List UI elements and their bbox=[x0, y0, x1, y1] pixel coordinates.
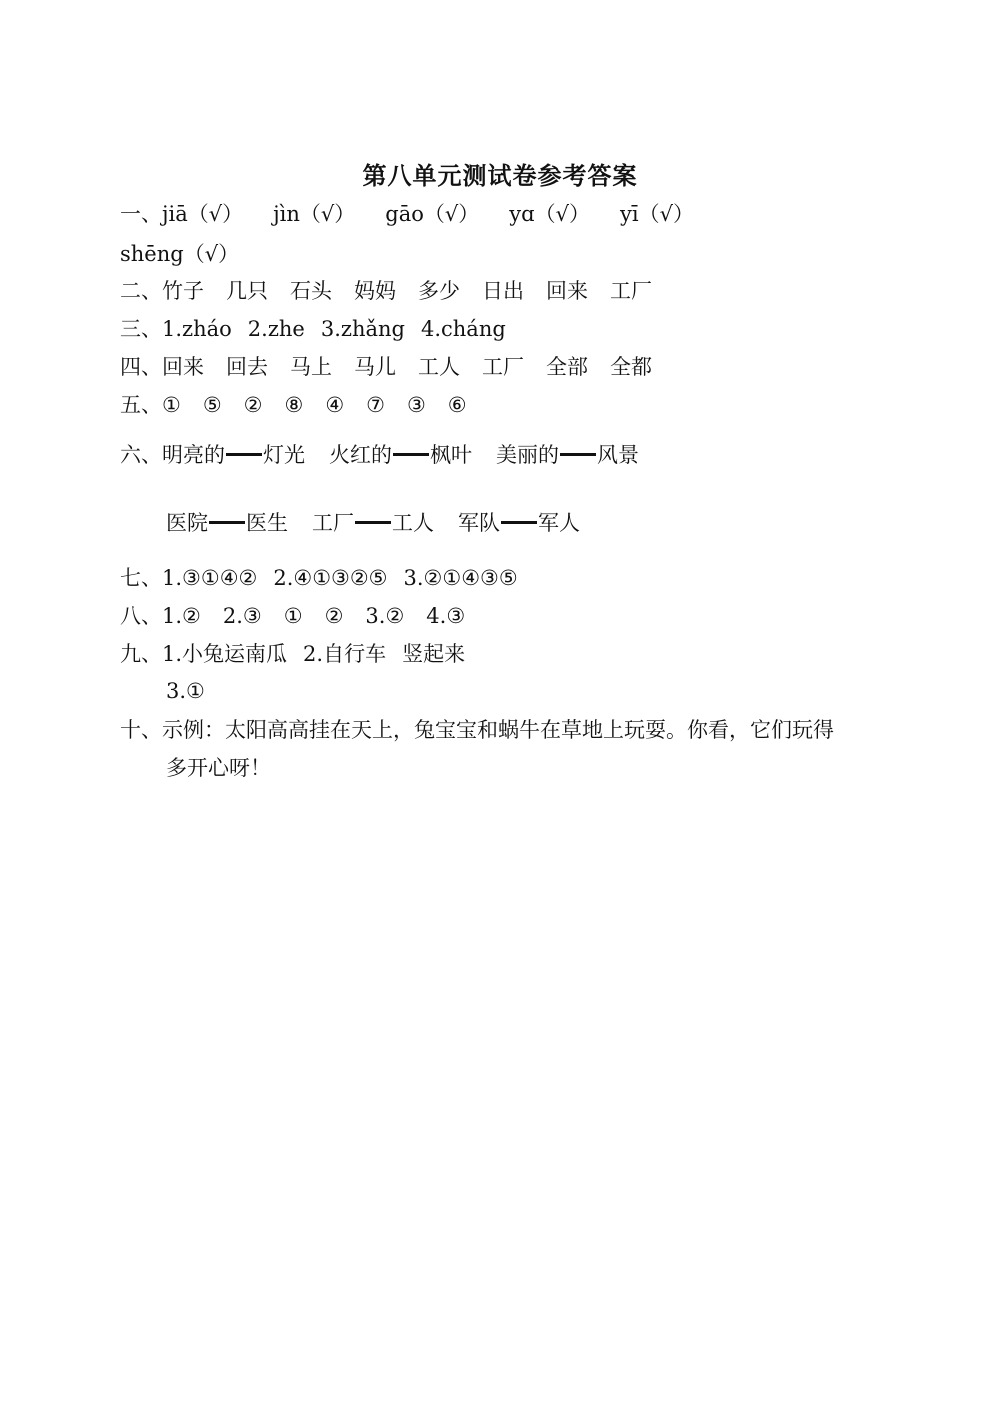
answer-item: ⑦ bbox=[366, 393, 385, 417]
section-8 bbox=[120, 602, 465, 630]
pair-left: 美丽的 bbox=[496, 443, 559, 467]
dash-line bbox=[501, 521, 537, 524]
answer-item: 回来 bbox=[162, 355, 204, 379]
dash-line bbox=[209, 521, 245, 524]
answer-item: 石头 bbox=[290, 279, 332, 303]
answer-item: ② bbox=[243, 393, 263, 417]
section-2 bbox=[120, 277, 652, 305]
answer-item: 2.③ bbox=[222, 604, 262, 628]
answer-item: 2.zhe bbox=[247, 317, 305, 341]
section-9-continued bbox=[166, 677, 205, 705]
match-pair bbox=[458, 509, 580, 537]
answer-item: 1.③①④② bbox=[162, 566, 258, 590]
answer-item: 马上 bbox=[290, 355, 332, 379]
section-3 bbox=[120, 315, 506, 343]
pair-left: 工厂 bbox=[312, 511, 354, 535]
pair-right: 风景 bbox=[597, 443, 639, 467]
pair-left: 火红的 bbox=[329, 443, 392, 467]
section-label: 六、 bbox=[120, 443, 162, 467]
answer-item: ② bbox=[324, 604, 344, 628]
section-label: 二、 bbox=[120, 279, 162, 303]
section-10 bbox=[120, 716, 834, 744]
section-6-continued bbox=[166, 509, 604, 537]
match-pair bbox=[166, 509, 288, 537]
answer-item: 日出 bbox=[482, 279, 524, 303]
section-label: 九、 bbox=[120, 642, 162, 666]
answer-item: 回去 bbox=[226, 355, 268, 379]
answer-item: 2.④①③②⑤ bbox=[273, 566, 388, 590]
section-9 bbox=[120, 640, 465, 668]
section-7 bbox=[120, 564, 518, 592]
answer-item: 3.②①④③⑤ bbox=[403, 566, 518, 590]
answer-item: 工厂 bbox=[482, 355, 524, 379]
section-1-continued bbox=[120, 240, 239, 268]
answer-item: 竖起来 bbox=[402, 642, 466, 666]
answer-item: ③ bbox=[406, 393, 426, 417]
dash-line bbox=[560, 453, 596, 456]
page-title: 第八单元测试卷参考答案 bbox=[362, 162, 638, 190]
answer-item: ① bbox=[283, 604, 303, 628]
section-label: 五、 bbox=[120, 393, 162, 417]
answer-text: 多开心呀！ bbox=[166, 756, 271, 780]
section-4 bbox=[120, 353, 652, 381]
answer-item: 3.① bbox=[166, 679, 205, 703]
answer-item: jiā（√） bbox=[162, 202, 244, 226]
section-10-continued bbox=[166, 754, 271, 782]
section-label: 八、 bbox=[120, 604, 162, 628]
section-label: 十、 bbox=[120, 718, 162, 742]
answer-item: 竹子 bbox=[162, 279, 204, 303]
dash-line bbox=[226, 453, 262, 456]
section-label: 七、 bbox=[120, 566, 162, 590]
pair-right: 军人 bbox=[538, 511, 580, 535]
answer-item: jìn（√） bbox=[273, 202, 356, 226]
match-pair bbox=[162, 441, 305, 469]
answer-item: 几只 bbox=[226, 279, 268, 303]
match-pair bbox=[496, 441, 639, 469]
answer-item: 3.② bbox=[365, 604, 405, 628]
pair-left: 医院 bbox=[166, 511, 208, 535]
dash-line bbox=[355, 521, 391, 524]
answer-item: 2.自行车 bbox=[303, 642, 387, 666]
answer-item: 马儿 bbox=[354, 355, 396, 379]
section-label: 四、 bbox=[120, 355, 162, 379]
answer-item: 多少 bbox=[418, 279, 460, 303]
answer-item: 3.zhǎng bbox=[320, 317, 405, 341]
answer-item: ① bbox=[162, 393, 181, 417]
answer-item: ⑤ bbox=[202, 393, 222, 417]
answer-item: 工厂 bbox=[610, 279, 652, 303]
section-1 bbox=[120, 200, 694, 228]
answer-item: 4.cháng bbox=[420, 317, 506, 341]
section-5 bbox=[120, 391, 467, 419]
pair-right: 医生 bbox=[246, 511, 288, 535]
answer-item: 回来 bbox=[546, 279, 588, 303]
section-6 bbox=[120, 441, 663, 469]
answer-item: ④ bbox=[325, 393, 345, 417]
answer-item: 妈妈 bbox=[354, 279, 396, 303]
answer-item: 4.③ bbox=[426, 604, 466, 628]
pair-left: 军队 bbox=[458, 511, 500, 535]
answer-item: shēng（√） bbox=[120, 242, 240, 266]
answer-item: 1.zháo bbox=[162, 317, 232, 341]
section-label: 三、 bbox=[120, 317, 162, 341]
answer-text: 示例：太阳高高挂在天上，兔宝宝和蜗牛在草地上玩耍。你看，它们玩得 bbox=[162, 718, 834, 742]
match-pair bbox=[329, 441, 472, 469]
answer-item: ⑧ bbox=[284, 393, 304, 417]
answer-item: 工人 bbox=[418, 355, 460, 379]
answer-item: ⑥ bbox=[447, 393, 467, 417]
answer-item: 全都 bbox=[610, 355, 652, 379]
answer-item: 全部 bbox=[546, 355, 588, 379]
pair-right: 枫叶 bbox=[430, 443, 472, 467]
pair-right: 工人 bbox=[392, 511, 434, 535]
section-label: 一、 bbox=[120, 202, 162, 226]
answer-item: 1.② bbox=[162, 604, 201, 628]
pair-left: 明亮的 bbox=[162, 443, 225, 467]
answer-item: 1.小兔运南瓜 bbox=[162, 642, 288, 666]
answer-item: yɑ（√） bbox=[509, 202, 590, 226]
answer-item: gāo（√） bbox=[385, 202, 480, 226]
match-pair bbox=[312, 509, 434, 537]
pair-right: 灯光 bbox=[263, 443, 305, 467]
answer-item: yī（√） bbox=[619, 202, 694, 226]
dash-line bbox=[393, 453, 429, 456]
